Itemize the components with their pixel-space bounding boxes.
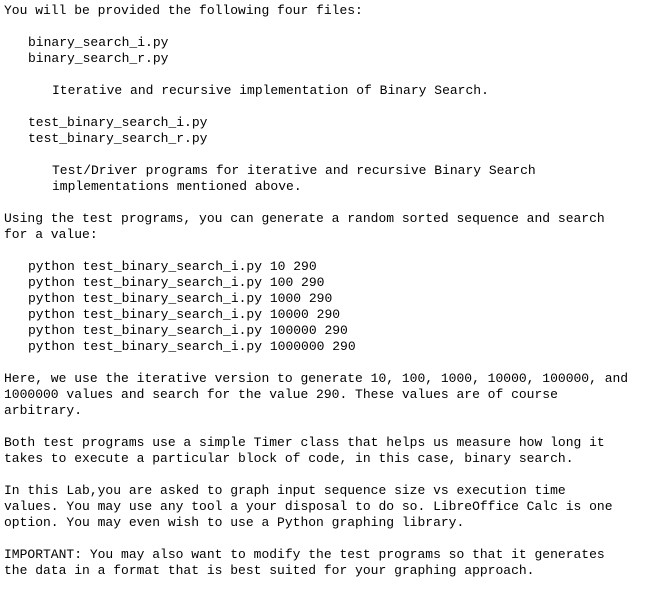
timer-paragraph-line: takes to execute a particular block of code, in this case, binary search. — [4, 451, 574, 466]
impl-description: Iterative and recursive implementation of Binary Search. — [52, 83, 489, 98]
command-line: python test_binary_search_i.py 10000 290 — [28, 307, 341, 322]
test-description-line: Test/Driver programs for iterative and recursive Binary Search — [52, 163, 536, 178]
usage-paragraph-line: for a value: — [4, 227, 98, 242]
here-paragraph-line: 1000000 values and search for the value 290. These values are of course — [4, 387, 558, 402]
lab-paragraph-line: In this Lab,you are asked to graph input sequence size vs execution time — [4, 483, 566, 498]
important-paragraph-line: the data in a format that is best suited for your graphing approach. — [4, 563, 535, 578]
lab-paragraph-line: option. You may even wish to use a Python graphing library. — [4, 515, 465, 530]
spacer — [4, 99, 656, 115]
command-line: python test_binary_search_i.py 100000 290 — [28, 323, 348, 338]
filename-test-binary-search-r: test_binary_search_r.py — [28, 131, 208, 146]
command-line: python test_binary_search_i.py 1000000 290 — [28, 339, 356, 354]
command-line: python test_binary_search_i.py 100 290 — [28, 275, 325, 290]
spacer — [4, 531, 656, 547]
spacer — [4, 467, 656, 483]
filename-binary-search-r: binary_search_r.py — [28, 51, 169, 66]
spacer — [4, 195, 656, 211]
lab-paragraph-line: values. You may use any tool a your disposal to do so. LibreOffice Calc is one — [4, 499, 613, 514]
spacer — [4, 419, 656, 435]
command-line: python test_binary_search_i.py 1000 290 — [28, 291, 333, 306]
command-line: python test_binary_search_i.py 10 290 — [28, 259, 317, 274]
instructions-document — [4, 3, 656, 579]
filename-test-binary-search-i: test_binary_search_i.py — [28, 115, 208, 130]
filename-binary-search-i: binary_search_i.py — [28, 35, 169, 50]
intro-text: You will be provided the following four files: — [4, 3, 363, 18]
timer-paragraph-line: Both test programs use a simple Timer class that helps us measure how long it — [4, 435, 605, 450]
important-paragraph-line: IMPORTANT: You may also want to modify the test programs so that it generates — [4, 547, 605, 562]
spacer — [4, 355, 656, 371]
spacer — [4, 147, 656, 163]
usage-paragraph-line: Using the test programs, you can generate a random sorted sequence and search — [4, 211, 605, 226]
spacer — [4, 243, 656, 259]
here-paragraph-line: Here, we use the iterative version to generate 10, 100, 1000, 10000, 100000, and — [4, 371, 629, 386]
spacer — [4, 19, 656, 35]
here-paragraph-line: arbitrary. — [4, 403, 83, 418]
spacer — [4, 67, 656, 83]
test-description-line: implementations mentioned above. — [52, 179, 302, 194]
